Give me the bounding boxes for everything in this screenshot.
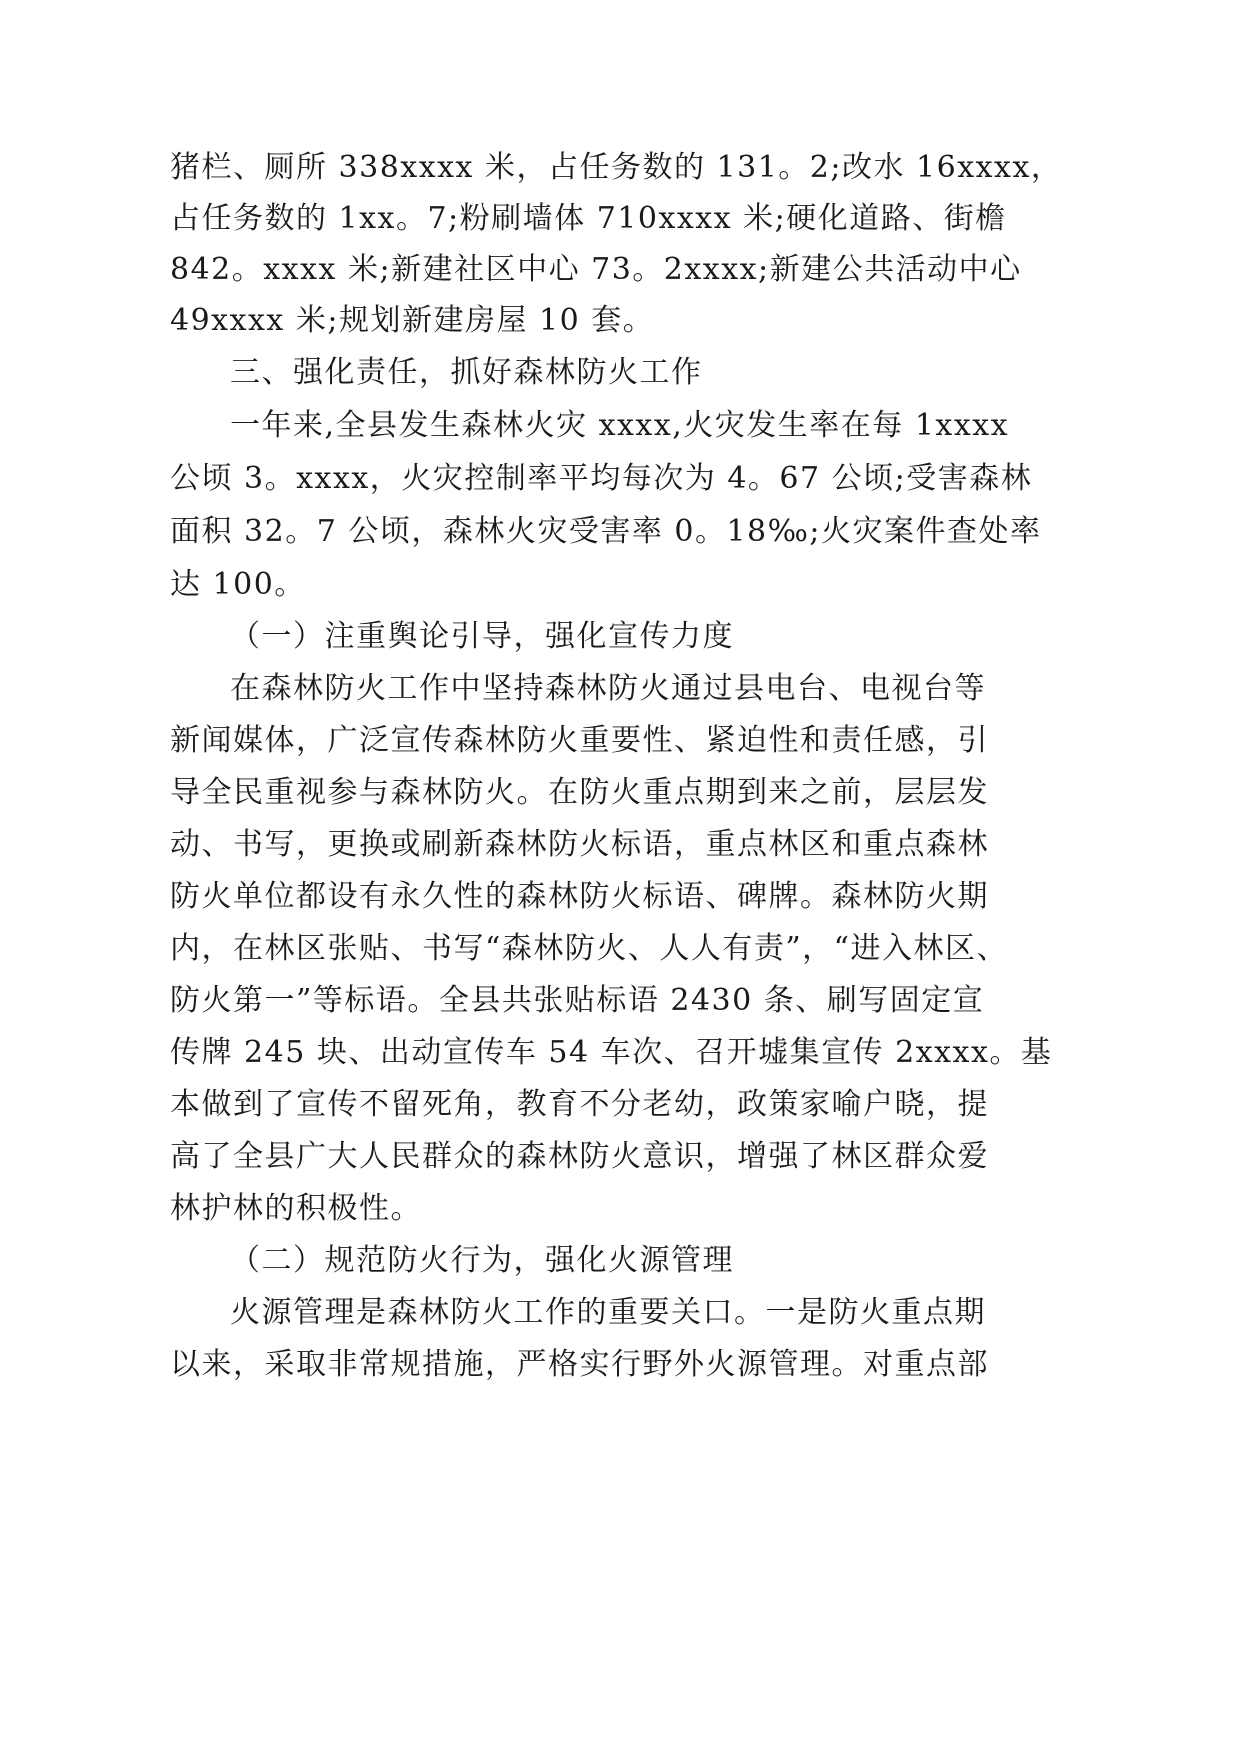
body-text-line: 本做到了宣传不留死角，教育不分老幼，政策家喻户晓，提 xyxy=(170,1087,989,1122)
body-text-line: 新闻媒体，广泛宣传森林防火重要性、紧迫性和责任感，引 xyxy=(170,723,989,758)
body-text-line: 防火单位都设有永久性的森林防火标语、碑牌。森林防火期 xyxy=(170,879,989,914)
body-text-line: 达 100。 xyxy=(170,567,306,602)
section-heading: 三、强化责任，抓好森林防火工作 xyxy=(230,355,703,390)
body-text-line: 导全民重视参与森林防火。在防火重点期到来之前，层层发 xyxy=(170,775,989,810)
body-text-line: 以来，采取非常规措施，严格实行野外火源管理。对重点部 xyxy=(170,1347,989,1382)
body-text-line: 占任务数的 1xx。7;粉刷墙体 710xxxx 米;硬化道路、街檐 xyxy=(170,201,1007,236)
subsection-heading: （二）规范防火行为，强化火源管理 xyxy=(230,1243,734,1278)
body-text-line: 内，在林区张贴、书写“森林防火、人人有责”，“进入林区、 xyxy=(170,931,1009,966)
body-text-line: 高了全县广大人民群众的森林防火意识，增强了林区群众爱 xyxy=(170,1139,989,1174)
paragraph-first-line: 一年来,全县发生森林火灾 xxxx,火灾发生率在每 1xxxx xyxy=(230,408,1010,443)
body-text-line: 842。xxxx 米;新建社区中心 73。2xxxx;新建公共活动中心 xyxy=(170,252,1022,287)
body-text-line: 传牌 245 块、出动宣传车 54 车次、召开墟集宣传 2xxxx。基 xyxy=(170,1035,1053,1070)
subsection-heading: （一）注重舆论引导，强化宣传力度 xyxy=(230,619,734,654)
paragraph-first-line: 火源管理是森林防火工作的重要关口。一是防火重点期 xyxy=(230,1295,986,1330)
body-text-line: 猪栏、厕所 338xxxx 米，占任务数的 131。2;改水 16xxxx， xyxy=(170,150,1063,185)
body-text-line: 防火第一”等标语。全县共张贴标语 2430 条、刷写固定宣 xyxy=(170,983,985,1018)
body-text-line: 公顷 3。xxxx，火灾控制率平均每次为 4。67 公顷;受害森林 xyxy=(170,461,1033,496)
body-text-line: 林护林的积极性。 xyxy=(170,1191,422,1226)
body-text-line: 面积 32。7 公顷，森林火灾受害率 0。18‰;火灾案件查处率 xyxy=(170,514,1042,549)
body-text-line: 动、书写，更换或刷新森林防火标语，重点林区和重点森林 xyxy=(170,827,989,862)
body-text-line: 49xxxx 米;规划新建房屋 10 套。 xyxy=(170,303,655,338)
paragraph-first-line: 在森林防火工作中坚持森林防火通过县电台、电视台等 xyxy=(230,671,986,706)
